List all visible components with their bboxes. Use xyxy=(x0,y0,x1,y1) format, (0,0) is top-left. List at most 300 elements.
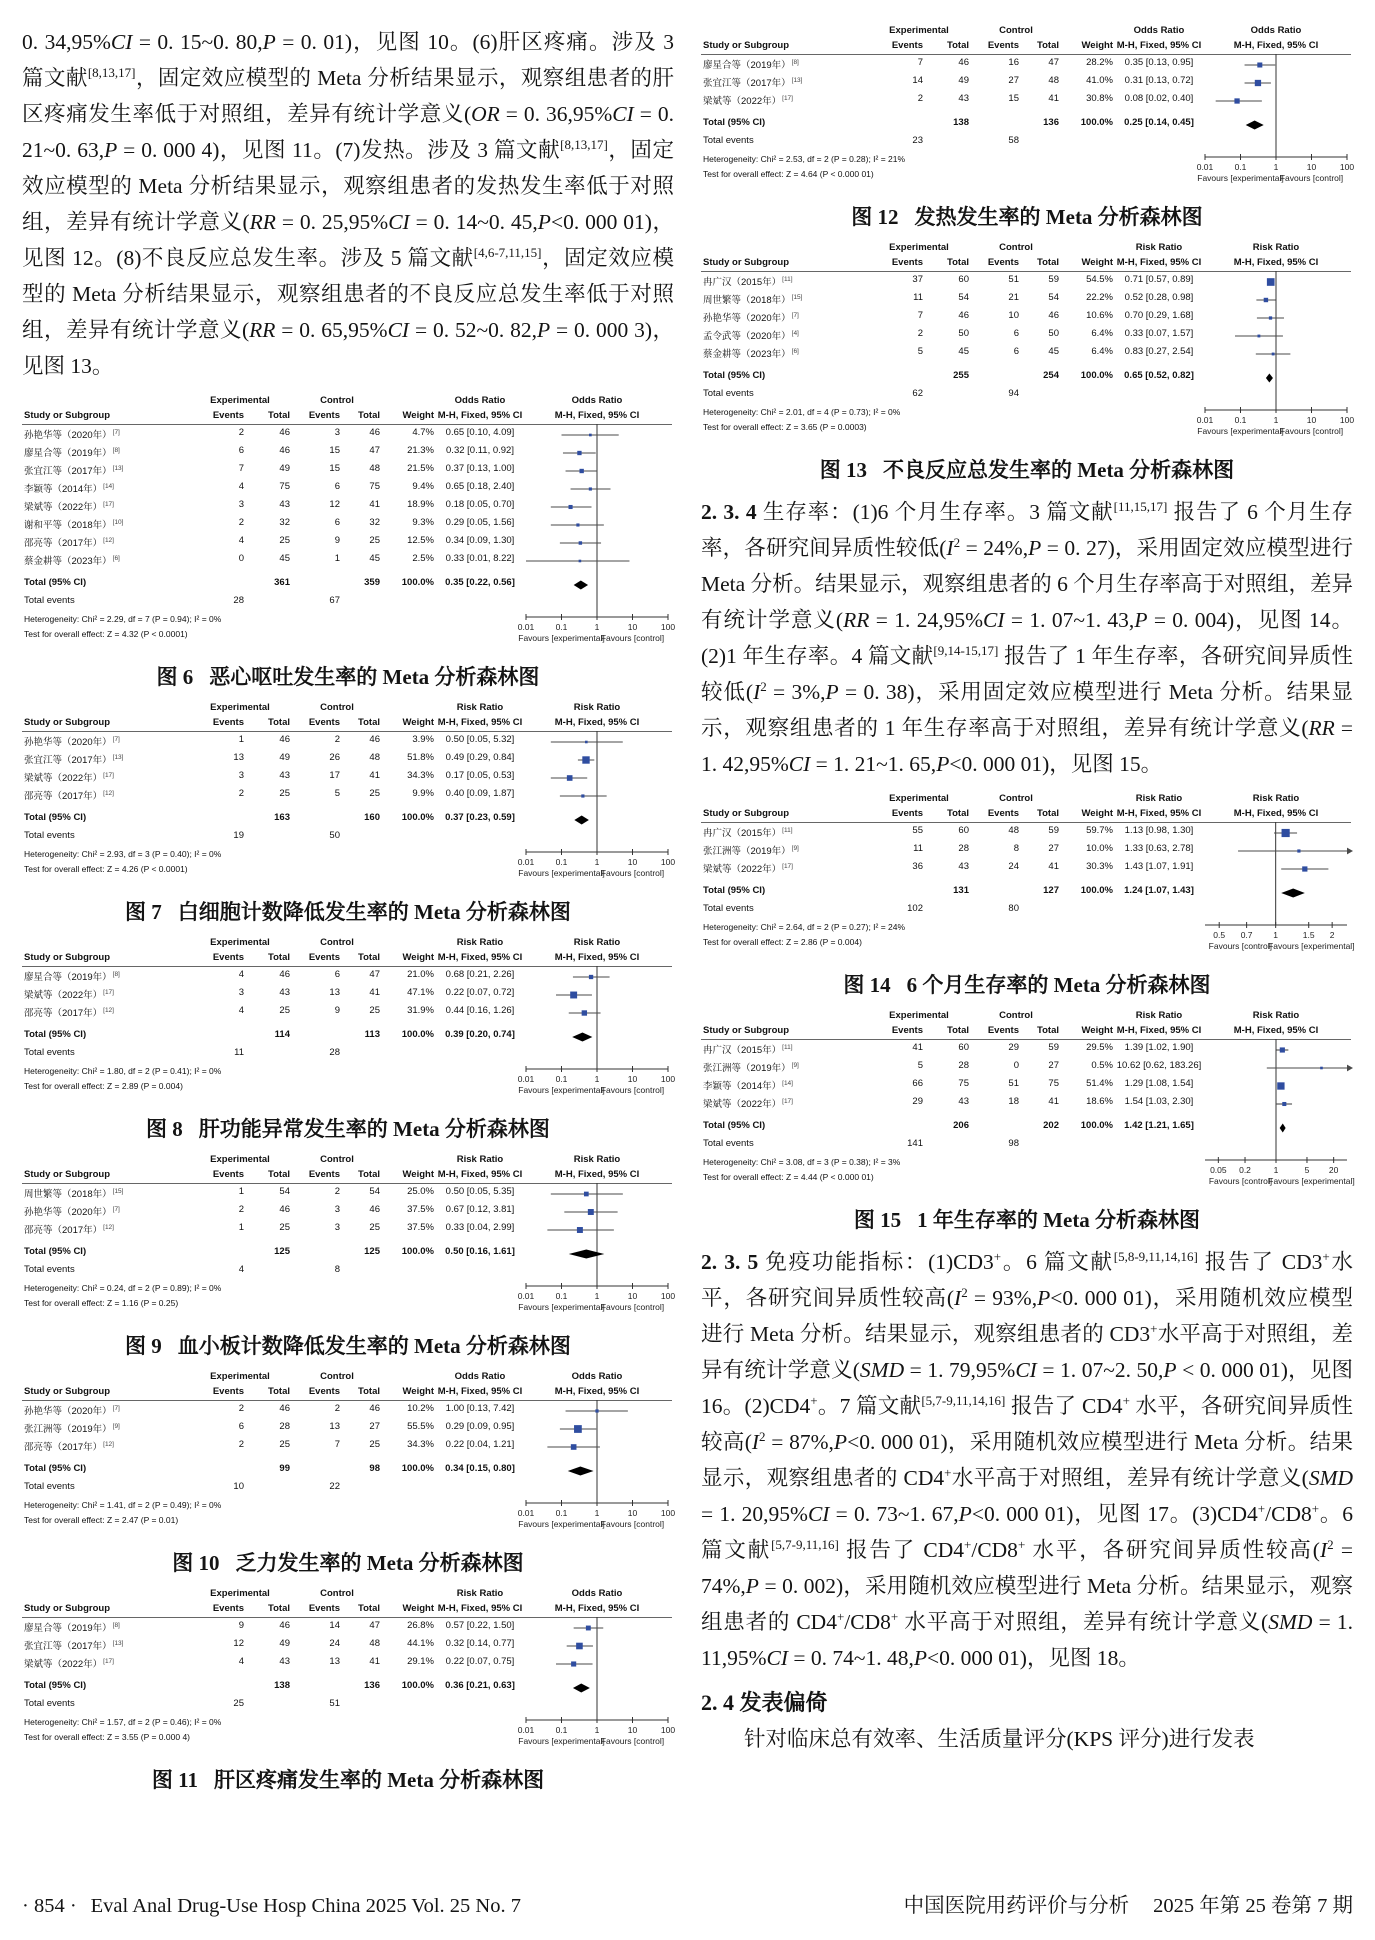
cell: 125 xyxy=(364,1246,380,1257)
svg-text:1: 1 xyxy=(594,1291,600,1301)
svg-text:1: 1 xyxy=(594,1725,600,1735)
cell: 55.5% xyxy=(407,1421,434,1432)
svg-text:5: 5 xyxy=(1304,1165,1310,1175)
experimental-group-header: Experimental xyxy=(889,25,949,36)
cell: 25 xyxy=(369,788,380,799)
ci-text: 1.39 [1.02, 1.90] xyxy=(1124,1042,1194,1053)
cell: 54 xyxy=(279,1186,290,1197)
cell: 28.2% xyxy=(1086,57,1113,68)
overall-effect-text: Test for overall effect: Z = 4.32 (P < 0.0001) xyxy=(24,629,188,639)
events-column-header: Events xyxy=(308,1386,340,1397)
cell: 26 xyxy=(329,752,340,763)
effect-measure-header: Risk Ratio xyxy=(456,1154,504,1165)
plot-method-header: M-H, Fixed, 95% CI xyxy=(554,410,640,421)
weight-column-header: Weight xyxy=(402,952,434,963)
svg-text:0.7: 0.7 xyxy=(1240,930,1253,940)
cell: 125 xyxy=(274,1246,290,1257)
cell: 3 xyxy=(238,499,244,510)
cell: 75 xyxy=(1048,1078,1059,1089)
overall-effect-text: Test for overall effect: Z = 2.47 (P = 0.01) xyxy=(24,1515,179,1525)
svg-text:Favours [control]: Favours [control] xyxy=(1279,173,1344,183)
cell: 46 xyxy=(1048,310,1059,321)
journal-name-cn: 中国医院用药评价与分析 xyxy=(903,1895,1130,1917)
figure-9 xyxy=(22,1153,674,1360)
total-ci-text: 0.25 [0.14, 0.45] xyxy=(1124,117,1194,128)
paragraph-survival-rate: 2. 3. 4 生存率：(1)6 个月生存率。3 篇文献[11,15,17] 报告了 6 个月生存率，各研究间异质性较低($I^2 = 24\%,P = 0$. 27)，采用固定效应模型进行 Meta 分析。结果显示，观察组患者的 6 个月生存率高于对照组，差异有统计学意义(RR = 1. 24,95%CI = 1. 07~1. 43,P = 0. 004)，见图 14。(2)1 年生存率。4 篇文献[9,14-15,17] 报告了 1 年生存率，各研究间异质性较低($I^2 = 3\%,P = 0$. 38)，采用固定效应模型进行 Meta 分析。结果显示，观察组患者的 1 年生存率高于对照组，差异有统计学意义(RR = 1. 42,95%CI = 1. 21~1. 65,P<0. 000 01)，见图 15。 xyxy=(701,498,1353,776)
study-label: 孙艳华等（2020年）[7] xyxy=(703,312,799,325)
svg-text:Favours [control]: Favours [control] xyxy=(600,1302,665,1312)
total-column-header: Total xyxy=(1037,1025,1059,1036)
svg-text:100: 100 xyxy=(660,1074,676,1084)
svg-text:0.1: 0.1 xyxy=(555,1291,568,1301)
cell: 16 xyxy=(1008,57,1019,68)
ci-text: 0.35 [0.13, 0.95] xyxy=(1124,57,1194,68)
svg-text:1: 1 xyxy=(1273,415,1279,425)
cell: 41 xyxy=(369,1656,380,1667)
total-column-header: Total xyxy=(268,1169,290,1180)
study-label: 冉广汉（2015年）[11] xyxy=(703,276,793,289)
plot-effect-header: Risk Ratio xyxy=(573,702,621,713)
total-events-label: Total events xyxy=(24,830,75,841)
total-column-header: Total xyxy=(268,410,290,421)
plot-method-header: M-H, Fixed, 95% CI xyxy=(554,717,640,728)
svg-text:10: 10 xyxy=(627,1291,638,1301)
figure-6 xyxy=(22,394,674,691)
total-label: Total (95% CI) xyxy=(24,812,87,823)
figure-number: 图 14 xyxy=(843,973,891,997)
cell: 62 xyxy=(912,388,923,399)
cell: 21.0% xyxy=(407,969,434,980)
ci-text: 1.29 [1.08, 1.54] xyxy=(1124,1078,1194,1089)
svg-text:Favours [experimental]: Favours [experimental] xyxy=(1197,426,1284,436)
cell: 4.7% xyxy=(412,427,434,438)
figure-title: 肝功能异常发生率的 Meta 分析森林图 xyxy=(198,1117,550,1141)
cell: 100.0% xyxy=(1080,1120,1113,1131)
cell: 136 xyxy=(364,1680,380,1691)
svg-text:Favours [experimental]: Favours [experimental] xyxy=(518,633,605,643)
figure-title: 乏力发生率的 Meta 分析森林图 xyxy=(235,1551,524,1575)
plot-effect-header: Risk Ratio xyxy=(1252,793,1300,804)
control-group-header: Control xyxy=(320,1588,354,1599)
study-label: 张宜江等（2017年）[13] xyxy=(24,1640,124,1653)
cell: 1 xyxy=(238,1186,244,1197)
effect-measure-header: Odds Ratio xyxy=(454,1371,506,1382)
cell: 10.6% xyxy=(1086,310,1113,321)
total-column-header: Total xyxy=(947,808,969,819)
ci-text: 0.29 [0.05, 1.56] xyxy=(445,517,515,528)
effect-measure-header: Risk Ratio xyxy=(456,937,504,948)
cell: 11 xyxy=(234,1047,244,1058)
method-column-header: M-H, Fixed, 95% CI xyxy=(437,1386,523,1397)
cell: 32 xyxy=(369,517,380,528)
figure-14-forest-plot xyxy=(701,792,1355,955)
svg-text:1: 1 xyxy=(1273,162,1279,172)
cell: 99 xyxy=(279,1463,290,1474)
figure-11 xyxy=(22,1587,674,1794)
cell: 138 xyxy=(953,117,969,128)
figure-number: 图 11 xyxy=(151,1768,198,1792)
ci-text: 0.83 [0.27, 2.54] xyxy=(1124,346,1194,357)
events-column-header: Events xyxy=(891,808,923,819)
cell: 5 xyxy=(334,788,340,799)
cell: 7 xyxy=(238,463,244,474)
cell: 2 xyxy=(238,427,244,438)
svg-text:1: 1 xyxy=(1273,1165,1279,1175)
svg-text:1: 1 xyxy=(594,1074,600,1084)
section-heading-publication-bias: 2. 4 发表偏倚 xyxy=(701,1690,828,1715)
study-label: 冉广汉（2015年）[11] xyxy=(703,827,793,840)
cell: 46 xyxy=(279,1620,290,1631)
cell: 359 xyxy=(364,577,380,588)
method-column-header: M-H, Fixed, 95% CI xyxy=(1116,257,1202,268)
cell: 25 xyxy=(279,1005,290,1016)
svg-text:100: 100 xyxy=(660,1291,676,1301)
forest-plot-graphic xyxy=(22,1587,682,1750)
cell: 4 xyxy=(238,969,244,980)
cell: 254 xyxy=(1043,370,1059,381)
weight-column-header: Weight xyxy=(402,1603,434,1614)
overall-effect-text: Test for overall effect: Z = 4.64 (P < 0.000 01) xyxy=(703,169,874,179)
cell: 10.2% xyxy=(407,1403,434,1414)
cell: 10 xyxy=(233,1481,244,1492)
cell: 13 xyxy=(329,987,340,998)
total-label: Total (95% CI) xyxy=(703,885,766,896)
cell: 45 xyxy=(369,553,380,564)
forest-plot-graphic xyxy=(701,24,1361,187)
total-column-header: Total xyxy=(358,410,380,421)
cell: 3 xyxy=(238,987,244,998)
cell: 5 xyxy=(917,346,923,357)
total-label: Total (95% CI) xyxy=(24,1680,87,1691)
cell: 23 xyxy=(912,135,923,146)
figure-15 xyxy=(701,1009,1353,1234)
study-label: 张江洲等（2019年）[9] xyxy=(24,1423,120,1436)
study-label: 廖星合等（2019年）[8] xyxy=(24,1622,120,1635)
cell: 9 xyxy=(334,1005,340,1016)
svg-text:0.1: 0.1 xyxy=(555,622,568,632)
cell: 2 xyxy=(238,1403,244,1414)
cell: 67 xyxy=(329,595,340,606)
study-label: 张宜江等（2017年）[13] xyxy=(24,754,124,767)
experimental-group-header: Experimental xyxy=(210,702,270,713)
svg-text:Favours [control]: Favours [control] xyxy=(1208,941,1272,951)
cell: 2 xyxy=(917,328,923,339)
ci-text: 0.22 [0.04, 1.21] xyxy=(445,1439,515,1450)
cell: 9.4% xyxy=(412,481,434,492)
total-column-header: Total xyxy=(268,952,290,963)
figure-12 xyxy=(701,24,1353,231)
svg-text:Favours [experimental]: Favours [experimental] xyxy=(518,868,605,878)
figure-number: 图 9 xyxy=(125,1334,162,1358)
study-column-header: Study or Subgroup xyxy=(24,952,111,963)
cell: 48 xyxy=(369,1638,380,1649)
svg-text:0.1: 0.1 xyxy=(555,1074,568,1084)
cell: 31.9% xyxy=(407,1005,434,1016)
cell: 27 xyxy=(1008,75,1019,86)
ci-text: 0.50 [0.05, 5.35] xyxy=(445,1186,515,1197)
page-footer xyxy=(22,1888,1353,1918)
cell: 37.5% xyxy=(407,1204,434,1215)
figure-13 xyxy=(701,241,1353,484)
figure-14 xyxy=(701,792,1353,999)
control-group-header: Control xyxy=(320,937,354,948)
cell: 27 xyxy=(369,1421,380,1432)
cell: 98 xyxy=(1008,1138,1019,1149)
cell: 59.7% xyxy=(1086,825,1113,836)
ci-text: 0.33 [0.07, 1.57] xyxy=(1124,328,1194,339)
ci-text: 0.50 [0.05, 5.32] xyxy=(445,734,515,745)
cell: 46 xyxy=(958,57,969,68)
cell: 206 xyxy=(953,1120,969,1131)
cell: 1 xyxy=(238,734,244,745)
cell: 51 xyxy=(1008,1078,1019,1089)
figure-11-forest-plot xyxy=(22,1587,676,1750)
control-group-header: Control xyxy=(999,25,1033,36)
cell: 49 xyxy=(279,752,290,763)
events-column-header: Events xyxy=(308,1169,340,1180)
events-column-header: Events xyxy=(308,410,340,421)
ci-text: 0.65 [0.10, 4.09] xyxy=(445,427,515,438)
total-ci-text: 0.35 [0.22, 0.56] xyxy=(445,577,515,588)
plot-method-header: M-H, Fixed, 95% CI xyxy=(1233,1025,1319,1036)
total-events-label: Total events xyxy=(24,595,75,606)
cell: 202 xyxy=(1043,1120,1059,1131)
heterogeneity-text: Heterogeneity: Chi² = 1.80, df = 2 (P = 0.41); I² = 0% xyxy=(24,1066,222,1076)
figure-title: 1 年生存率的 Meta 分析森林图 xyxy=(917,1208,1201,1232)
study-label: 邵亮等（2017年）[12] xyxy=(24,537,114,550)
cell: 60 xyxy=(958,1042,969,1053)
ci-text: 0.18 [0.05, 0.70] xyxy=(445,499,515,510)
cell: 27 xyxy=(1048,843,1059,854)
figure-number: 图 15 xyxy=(853,1208,902,1232)
experimental-group-header: Experimental xyxy=(889,793,949,804)
study-label: 梁斌等（2022年）[17] xyxy=(24,501,114,514)
events-column-header: Events xyxy=(891,1025,923,1036)
study-label: 周世繁等（2018年）[15] xyxy=(24,1188,124,1201)
ci-text: 0.37 [0.13, 1.00] xyxy=(445,463,515,474)
cell: 45 xyxy=(279,553,290,564)
plot-effect-header: Odds Ratio xyxy=(571,1371,623,1382)
forest-plot-graphic xyxy=(701,792,1361,955)
forest-plot-graphic xyxy=(22,1370,682,1533)
figure-number: 图 6 xyxy=(156,665,194,689)
figure-6-forest-plot xyxy=(22,394,676,647)
svg-text:100: 100 xyxy=(660,622,676,632)
plot-effect-header: Risk Ratio xyxy=(573,937,621,948)
ci-text: 0.17 [0.05, 0.53] xyxy=(445,770,515,781)
control-group-header: Control xyxy=(999,1010,1033,1021)
heterogeneity-text: Heterogeneity: Chi² = 2.93, df = 3 (P = 0.40); I² = 0% xyxy=(24,849,222,859)
svg-text:0.01: 0.01 xyxy=(517,622,535,632)
journal-name-en: Eval Anal Drug-Use Hosp China 2025 Vol. 25 No. 7 xyxy=(90,1895,521,1917)
cell: 51 xyxy=(329,1698,340,1709)
events-column-header: Events xyxy=(212,717,244,728)
cell: 48 xyxy=(1048,75,1059,86)
cell: 47 xyxy=(369,1620,380,1631)
study-label: 孙艳华等（2020年）[7] xyxy=(24,736,120,749)
ci-text: 0.32 [0.11, 0.92] xyxy=(446,445,514,456)
paragraph-publication-bias: 针对临床总有效率、生活质量评分(KPS 评分)进行发表 xyxy=(744,1727,1255,1751)
cell: 46 xyxy=(369,427,380,438)
figure-13-caption xyxy=(701,454,1353,484)
heterogeneity-text: Heterogeneity: Chi² = 2.53, df = 2 (P = 0.28); I² = 21% xyxy=(703,154,906,164)
cell: 4 xyxy=(238,1005,244,1016)
total-ci-text: 0.65 [0.52, 0.82] xyxy=(1124,370,1194,381)
events-column-header: Events xyxy=(212,1603,244,1614)
study-label: 邵亮等（2017年）[12] xyxy=(24,1224,114,1237)
cell: 46 xyxy=(958,310,969,321)
total-events-label: Total events xyxy=(703,135,754,146)
cell: 25.0% xyxy=(407,1186,434,1197)
forest-plot-graphic xyxy=(22,394,682,647)
total-label: Total (95% CI) xyxy=(703,370,766,381)
study-label: 张宜江等（2017年）[13] xyxy=(24,465,124,478)
cell: 100.0% xyxy=(401,577,434,588)
svg-text:Favours [control]: Favours [control] xyxy=(1279,426,1344,436)
cell: 100.0% xyxy=(401,1463,434,1474)
cell: 50 xyxy=(1048,328,1059,339)
overall-effect-text: Test for overall effect: Z = 2.86 (P = 0.004) xyxy=(703,937,862,947)
total-column-header: Total xyxy=(358,952,380,963)
total-column-header: Total xyxy=(268,717,290,728)
cell: 54.5% xyxy=(1086,274,1113,285)
study-label: 李颖等（2014年）[14] xyxy=(703,1080,793,1093)
total-label: Total (95% CI) xyxy=(703,1120,766,1131)
svg-text:Favours [experimental]: Favours [experimental] xyxy=(1268,1176,1355,1186)
svg-text:0.01: 0.01 xyxy=(517,1291,535,1301)
cell: 21 xyxy=(1008,292,1019,303)
ci-text: 0.71 [0.57, 0.89] xyxy=(1124,274,1194,285)
svg-text:100: 100 xyxy=(660,1725,676,1735)
svg-text:0.01: 0.01 xyxy=(517,1074,535,1084)
ci-text: 0.52 [0.28, 0.98] xyxy=(1124,292,1194,303)
cell: 12 xyxy=(329,499,340,510)
cell: 41 xyxy=(1048,861,1059,872)
cell: 25 xyxy=(369,1439,380,1450)
figure-title: 不良反应总发生率的 Meta 分析森林图 xyxy=(883,458,1235,482)
cell: 47 xyxy=(1048,57,1059,68)
svg-text:Favours [experimental]: Favours [experimental] xyxy=(518,1519,605,1529)
total-ci-text: 0.34 [0.15, 0.80] xyxy=(445,1463,515,1474)
cell: 6 xyxy=(1013,328,1019,339)
cell: 30.8% xyxy=(1086,93,1113,104)
cell: 361 xyxy=(274,577,290,588)
figure-number: 图 10 xyxy=(172,1551,220,1575)
svg-text:100: 100 xyxy=(660,857,676,867)
cell: 6 xyxy=(238,445,244,456)
svg-text:1: 1 xyxy=(594,857,600,867)
cell: 41 xyxy=(1048,93,1059,104)
svg-text:0.1: 0.1 xyxy=(1234,162,1247,172)
svg-text:0.5: 0.5 xyxy=(1213,930,1226,940)
study-label: 廖星合等（2019年）[8] xyxy=(24,447,120,460)
cell: 6 xyxy=(334,481,340,492)
cell: 5 xyxy=(917,1060,923,1071)
cell: 51.4% xyxy=(1086,1078,1113,1089)
svg-text:Favours [control]: Favours [control] xyxy=(1208,1176,1273,1186)
cell: 48 xyxy=(1008,825,1019,836)
weight-column-header: Weight xyxy=(402,410,434,421)
figure-13-forest-plot xyxy=(701,241,1355,440)
events-column-header: Events xyxy=(891,40,923,51)
cell: 24 xyxy=(329,1638,340,1649)
study-column-header: Study or Subgroup xyxy=(24,1386,111,1397)
total-events-label: Total events xyxy=(24,1047,75,1058)
cell: 54 xyxy=(369,1186,380,1197)
cell: 25 xyxy=(279,1222,290,1233)
cell: 21.5% xyxy=(407,463,434,474)
cell: 6.4% xyxy=(1091,346,1113,357)
cell: 54 xyxy=(958,292,969,303)
cell: 25 xyxy=(369,1222,380,1233)
cell: 4 xyxy=(238,535,244,546)
svg-text:1: 1 xyxy=(594,1508,600,1518)
cell: 12.5% xyxy=(407,535,434,546)
ci-text: 1.33 [0.63, 2.78] xyxy=(1124,843,1194,854)
cell: 29.1% xyxy=(407,1656,434,1667)
ci-text: 0.44 [0.16, 1.26] xyxy=(445,1005,515,1016)
cell: 28 xyxy=(233,595,244,606)
cell: 10.0% xyxy=(1086,843,1113,854)
study-column-header: Study or Subgroup xyxy=(703,1025,790,1036)
cell: 34.3% xyxy=(407,1439,434,1450)
svg-text:0.1: 0.1 xyxy=(1234,415,1247,425)
cell: 2 xyxy=(238,1204,244,1215)
ci-text: 0.57 [0.22, 1.50] xyxy=(445,1620,515,1631)
svg-text:100: 100 xyxy=(1339,415,1355,425)
svg-text:20: 20 xyxy=(1328,1165,1339,1175)
cell: 36 xyxy=(912,861,923,872)
svg-text:0.1: 0.1 xyxy=(555,857,568,867)
study-label: 廖星合等（2019年）[8] xyxy=(24,971,120,984)
study-label: 梁斌等（2022年）[17] xyxy=(703,1098,793,1111)
total-events-label: Total events xyxy=(24,1481,75,1492)
cell: 2 xyxy=(334,734,340,745)
control-group-header: Control xyxy=(320,702,354,713)
svg-text:10: 10 xyxy=(1306,415,1317,425)
events-column-header: Events xyxy=(987,40,1019,51)
svg-text:0.1: 0.1 xyxy=(555,1725,568,1735)
heterogeneity-text: Heterogeneity: Chi² = 2.64, df = 2 (P = 0.27); I² = 24% xyxy=(703,922,906,932)
events-column-header: Events xyxy=(308,952,340,963)
cell: 15 xyxy=(1008,93,1019,104)
cell: 75 xyxy=(369,481,380,492)
total-ci-text: 0.36 [0.21, 0.63] xyxy=(445,1680,515,1691)
svg-text:0.01: 0.01 xyxy=(1196,415,1214,425)
figure-title: 肝区疼痛发生率的 Meta 分析森林图 xyxy=(213,1768,545,1792)
cell: 75 xyxy=(279,481,290,492)
heterogeneity-text: Heterogeneity: Chi² = 1.41, df = 2 (P = 0.49); I² = 0% xyxy=(24,1500,222,1510)
effect-measure-header: Odds Ratio xyxy=(1133,25,1185,36)
total-label: Total (95% CI) xyxy=(24,577,87,588)
figure-title: 白细胞计数降低发生率的 Meta 分析森林图 xyxy=(177,900,571,924)
cell: 51 xyxy=(1008,274,1019,285)
study-label: 梁斌等（2022年）[17] xyxy=(24,772,114,785)
footer-right xyxy=(904,1888,1353,1918)
cell: 2 xyxy=(238,517,244,528)
weight-column-header: Weight xyxy=(402,717,434,728)
figure-8-caption xyxy=(22,1113,674,1143)
cell: 13 xyxy=(329,1421,340,1432)
cell: 18.9% xyxy=(407,499,434,510)
ci-text: 0.34 [0.09, 1.30] xyxy=(445,535,515,546)
cell: 29 xyxy=(1008,1042,1019,1053)
method-column-header: M-H, Fixed, 95% CI xyxy=(1116,40,1202,51)
overall-effect-text: Test for overall effect: Z = 3.55 (P = 0.000 4) xyxy=(24,1732,190,1742)
figure-12-caption xyxy=(701,201,1353,231)
figure-7-forest-plot xyxy=(22,701,676,882)
svg-text:0.01: 0.01 xyxy=(517,857,535,867)
